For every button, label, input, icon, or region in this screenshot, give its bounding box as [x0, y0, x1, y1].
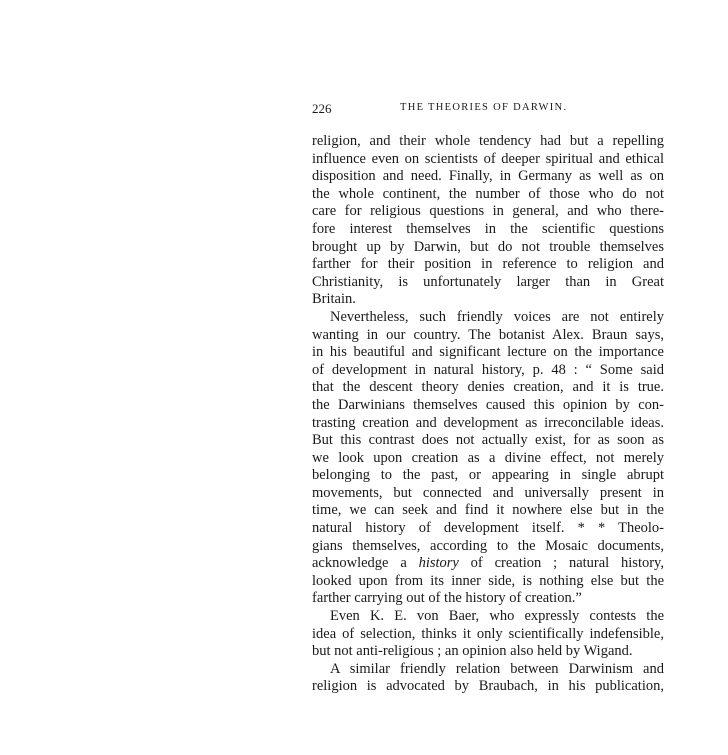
text-line: the whole continent, the number of those who do not [312, 185, 664, 202]
text-line: religion is advocated by Braubach, in his publication, [312, 678, 664, 695]
text-line: But this contrast does not actually exist, for as soon as [312, 432, 664, 449]
text-line: influence even on scientists of deeper spiritual and ethical [312, 150, 664, 167]
text-line: idea of selection, thinks it only scientifically indefensible, [312, 625, 664, 642]
text-line: looked upon from its inner side, is nothing else but the [312, 572, 664, 589]
text-line: the Darwinians themselves caused this opinion by con- [312, 396, 664, 413]
text-line: wanting in our country. The botanist Alex. Braun says, [312, 326, 664, 343]
text-line: belonging to the past, or appearing in single abrupt [312, 467, 664, 484]
text-line: gians themselves, according to the Mosaic documents, [312, 537, 664, 554]
text-line: Britain. [312, 291, 356, 308]
text-line: movements, but connected and universally present in [312, 484, 664, 501]
running-title: THE THEORIES OF DARWIN. [400, 102, 568, 113]
page-number: 226 [312, 101, 332, 116]
text-line: trasting creation and development as irreconcilable ideas. [312, 414, 664, 431]
text-line: Even K. E. von Baer, who expressly contests the [330, 608, 664, 625]
italic-word: history [418, 555, 459, 572]
text-line: of development in natural history, p. 48 : “ Some said [312, 361, 664, 378]
text-line: in his beautiful and significant lecture on the importance [312, 344, 664, 361]
text-line: Christianity, is unfortunately larger than in Great [312, 273, 664, 290]
text-line: A similar friendly relation between Darwinism and [330, 660, 664, 677]
text-line: care for religious questions in general, and who there- [312, 203, 664, 220]
text-line: disposition and need. Finally, in Germany as well as on [312, 168, 664, 185]
text-line: natural history of development itself. * * Theolo- [312, 520, 664, 537]
text-line: fore interest themselves in the scientific questions [312, 220, 664, 237]
text-line: that the descent theory denies creation, and it is true. [312, 379, 664, 396]
text-segment: of creation ; natural history, [458, 555, 664, 572]
text-line: religion, and their whole tendency had but a repelling [312, 133, 664, 149]
text-line [312, 555, 664, 573]
text-line: Nevertheless, such friendly voices are not entirely [330, 308, 664, 325]
text-line: we look upon creation as a divine effect, not merely [312, 449, 664, 466]
text-line: farther for their position in reference to religion and [312, 256, 664, 273]
text-segment: acknowledge a [312, 555, 419, 572]
text-line: brought up by Darwin, but do not trouble themselves [312, 238, 664, 255]
running-header [312, 101, 664, 119]
text-line: time, we can seek and find it nowhere else but in the [312, 502, 664, 519]
body-text [312, 133, 664, 696]
text-line: farther carrying out of the history of creation.” [312, 590, 582, 607]
text-line: but not anti-religious ; an opinion also held by Wigand. [312, 643, 633, 660]
